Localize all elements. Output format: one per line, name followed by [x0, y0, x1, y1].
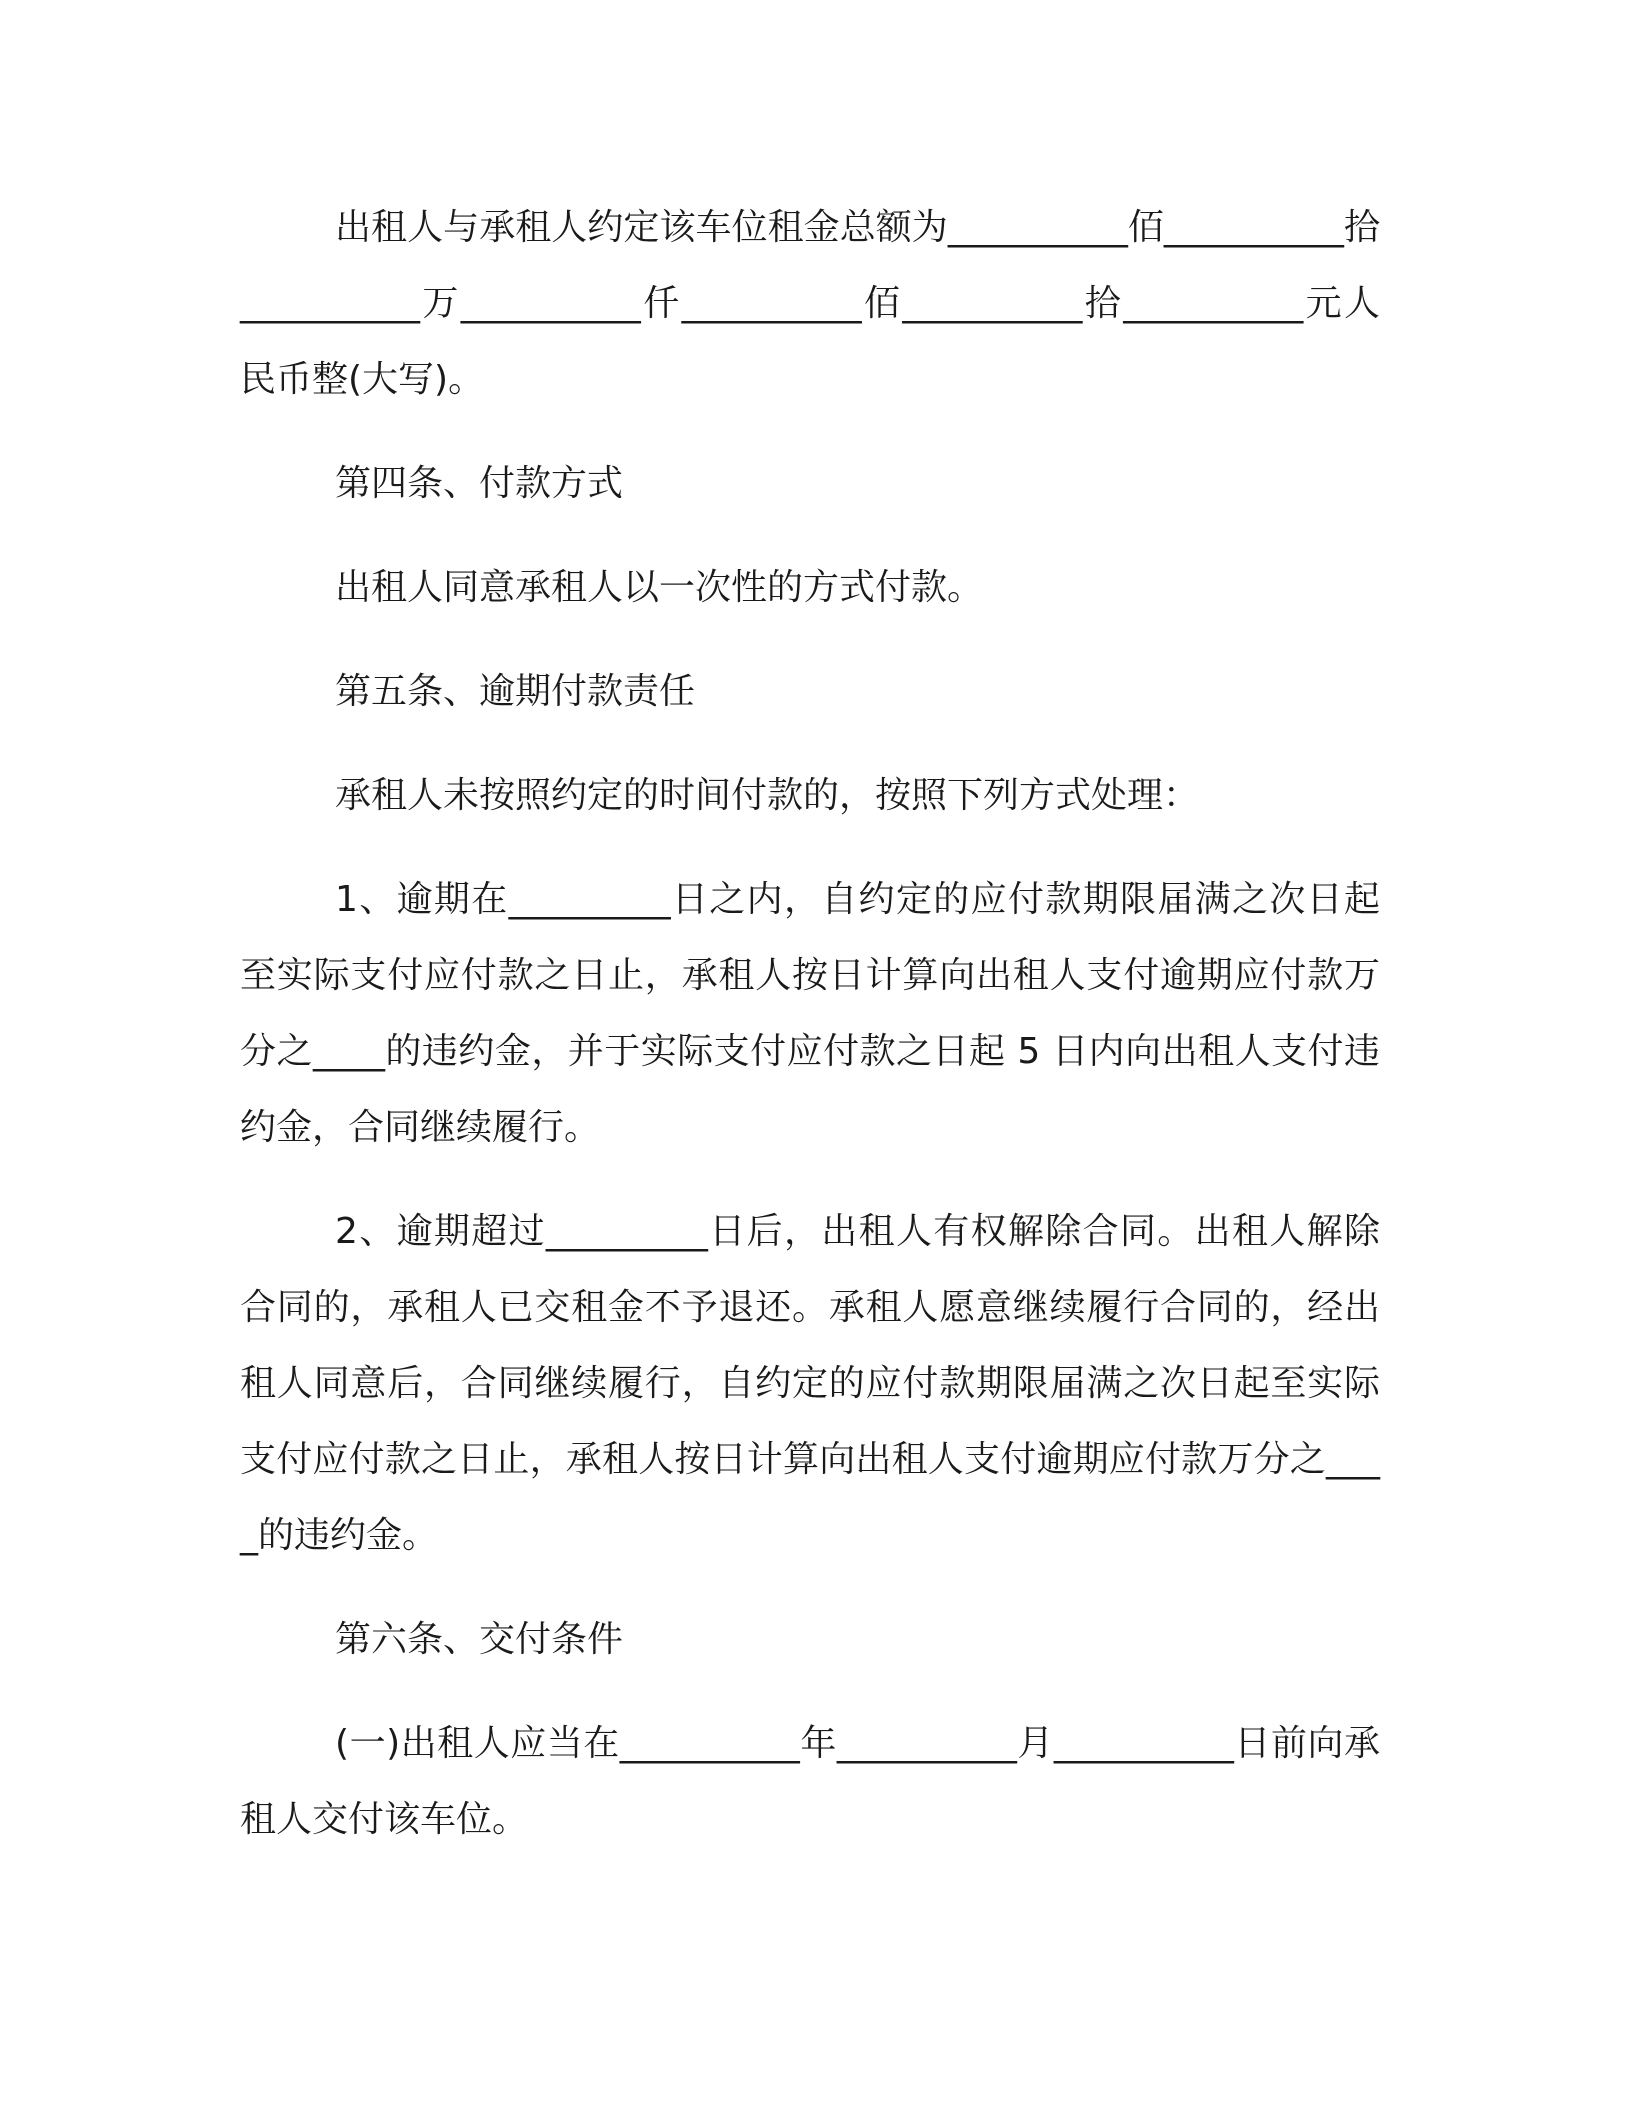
article-5-heading: 第五条、逾期付款责任	[335, 671, 696, 712]
late-payment-clause-2: 2、逾期超过_________日后，出租人有权解除合同。出租人解除合同的，承租人已交租金不予退还。承租人愿意继续履行合同的，经出租人同意后，合同继续履行，自约定的应付款期限届满之次日起至实际支付应付款之日止，承租人按日计算向出租人支付逾期应付款万分之____的违约金。	[240, 1211, 1380, 1556]
article-6-heading: 第六条、交付条件	[335, 1619, 624, 1660]
article-4-heading: 第四条、付款方式	[335, 463, 624, 504]
late-payment-clause-1: 1、逾期在_________日之内，自约定的应付款期限届满之次日起至实际支付应付款之日止，承租人按日计算向出租人支付逾期应付款万分之____的违约金，并于实际支付应付款之日起 5 日内向出租人支付违约金，合同继续履行。	[240, 879, 1380, 1148]
payment-method-paragraph: 出租人同意承租人以一次性的方式付款。	[335, 567, 984, 608]
document-body	[240, 190, 1380, 1886]
delivery-clause-1: (一)出租人应当在__________年__________月__________日前向承租人交付该车位。	[240, 1723, 1380, 1840]
rent-total-paragraph: 出租人与承租人约定该车位租金总额为__________佰__________拾__________万__________仟__________佰__________拾__________元人民币整(大写)。	[240, 207, 1380, 400]
late-payment-intro-paragraph: 承租人未按照约定的时间付款的，按照下列方式处理：	[335, 775, 1200, 816]
